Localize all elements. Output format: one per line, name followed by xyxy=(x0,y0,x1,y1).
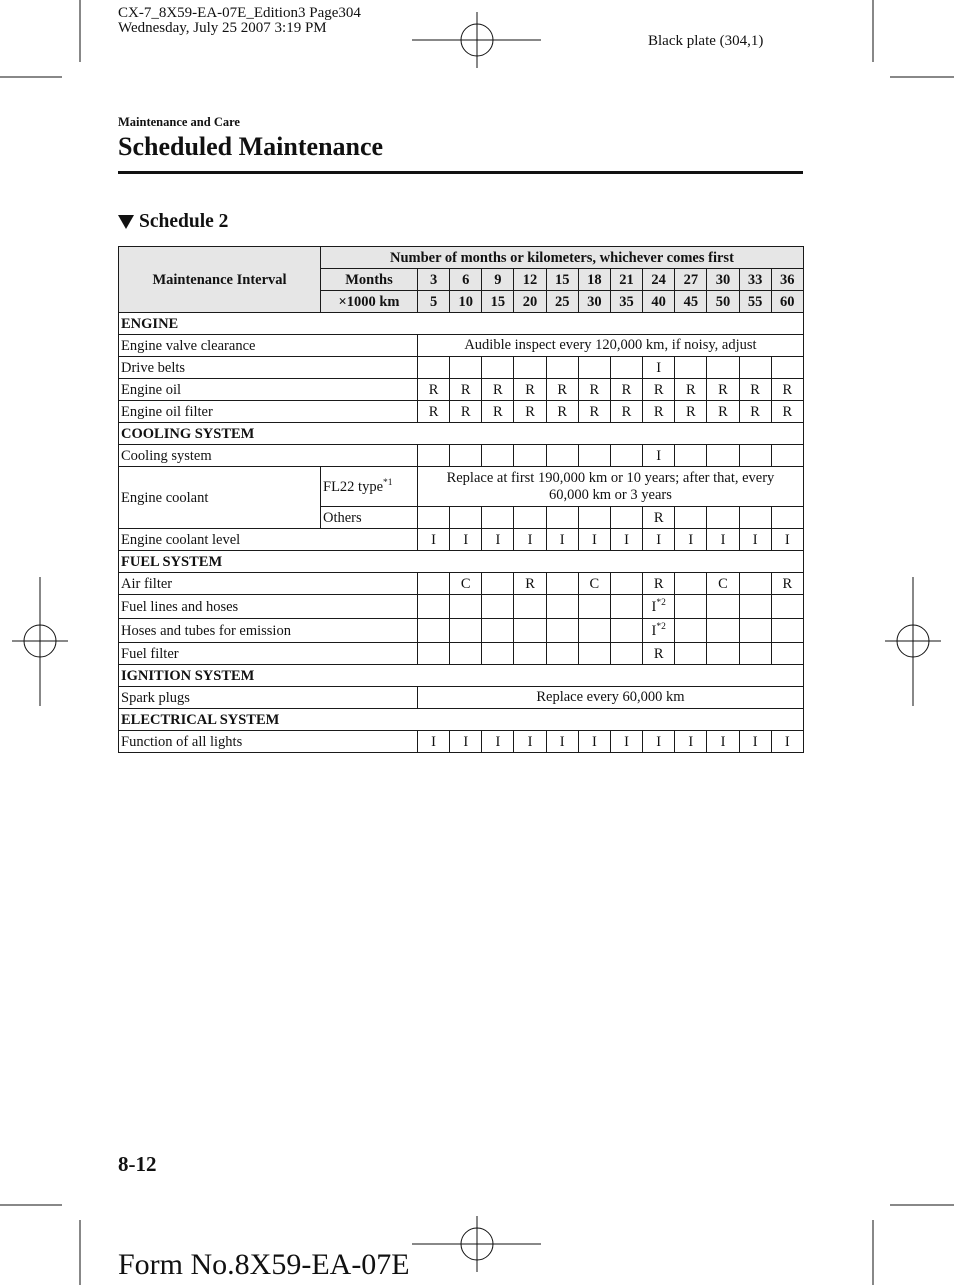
interval-mark-cell xyxy=(482,445,514,467)
interval-mark-cell xyxy=(482,595,514,619)
interval-mark-cell: I xyxy=(546,529,578,551)
section-heading: IGNITION SYSTEM xyxy=(119,665,804,687)
month-value: 36 xyxy=(771,269,803,291)
item-label: Drive belts xyxy=(119,357,418,379)
interval-mark-cell xyxy=(707,619,739,643)
table-body xyxy=(119,313,804,753)
section-row xyxy=(119,423,804,445)
interval-mark-cell: I xyxy=(739,731,771,753)
footnote-marker: *2 xyxy=(656,621,666,632)
month-value: 6 xyxy=(450,269,482,291)
interval-mark-cell: R xyxy=(482,401,514,423)
interval-mark-cell xyxy=(707,643,739,665)
crop-mark-top-right xyxy=(873,0,954,77)
interval-mark-cell: R xyxy=(675,401,707,423)
interval-mark-cell: I xyxy=(450,731,482,753)
distance-value: 5 xyxy=(418,291,450,313)
maintenance-item-row xyxy=(119,529,804,551)
interval-mark-cell: R xyxy=(578,379,610,401)
interval-mark-cell xyxy=(578,595,610,619)
interval-mark-cell: R xyxy=(707,379,739,401)
interval-mark-cell: I xyxy=(771,529,803,551)
interval-mark-cell xyxy=(610,445,642,467)
interval-mark-cell xyxy=(771,595,803,619)
interval-mark-cell xyxy=(546,573,578,595)
table-header-row xyxy=(119,247,804,269)
interval-mark-cell: R xyxy=(482,379,514,401)
month-value: 9 xyxy=(482,269,514,291)
maintenance-item-row xyxy=(119,573,804,595)
item-sublabel xyxy=(321,467,418,507)
distance-value: 40 xyxy=(643,291,675,313)
maintenance-item-row xyxy=(119,595,804,619)
interval-mark-cell xyxy=(450,619,482,643)
interval-mark-cell: R xyxy=(546,379,578,401)
interval-mark-cell xyxy=(739,357,771,379)
month-value: 3 xyxy=(418,269,450,291)
interval-mark-cell xyxy=(482,357,514,379)
schedule-heading xyxy=(118,212,228,232)
crop-mark-bottom-right xyxy=(873,1205,954,1285)
interval-mark-cell: R xyxy=(418,379,450,401)
interval-mark-cell: I xyxy=(675,731,707,753)
distance-value: 35 xyxy=(610,291,642,313)
registration-circle xyxy=(461,1228,493,1260)
distance-value: 20 xyxy=(514,291,546,313)
item-label: Engine oil filter xyxy=(119,401,418,423)
interval-mark-cell: R xyxy=(643,507,675,529)
interval-mark-cell: I xyxy=(514,731,546,753)
interval-mark-cell xyxy=(643,595,675,619)
interval-mark-cell: R xyxy=(514,401,546,423)
item-sublabel xyxy=(321,507,418,529)
interval-mark-cell: I xyxy=(739,529,771,551)
interval-mark-cell xyxy=(771,507,803,529)
footnote-marker: *2 xyxy=(656,597,666,608)
registration-mark-top xyxy=(412,12,541,68)
interval-mark-cell: I xyxy=(675,529,707,551)
section-heading: ELECTRICAL SYSTEM xyxy=(119,709,804,731)
interval-mark-cell: R xyxy=(739,401,771,423)
interval-mark-cell: R xyxy=(771,379,803,401)
print-date-line: Wednesday, July 25 2007 3:19 PM xyxy=(118,20,327,36)
interval-mark-cell xyxy=(418,445,450,467)
month-value: 33 xyxy=(739,269,771,291)
maintenance-item-row xyxy=(119,379,804,401)
interval-mark-cell xyxy=(418,595,450,619)
maintenance-item-row xyxy=(119,401,804,423)
interval-mark-cell xyxy=(546,445,578,467)
interval-mark-cell xyxy=(546,619,578,643)
interval-mark-cell: I xyxy=(546,731,578,753)
interval-mark-cell xyxy=(546,643,578,665)
maintenance-schedule-table xyxy=(118,246,804,753)
section-label: Maintenance and Care xyxy=(118,115,240,129)
interval-mark-cell xyxy=(546,595,578,619)
section-row xyxy=(119,313,804,335)
interval-mark-cell xyxy=(739,507,771,529)
interval-mark-cell xyxy=(578,445,610,467)
interval-mark-cell xyxy=(707,507,739,529)
interval-mark-cell: I xyxy=(643,731,675,753)
interval-mark-cell: R xyxy=(643,573,675,595)
maintenance-item-row xyxy=(119,731,804,753)
interval-note: Audible inspect every 120,000 km, if noisy, adjust xyxy=(418,335,804,357)
interval-note: Replace at first 190,000 km or 10 years; after that, every 60,000 km or 3 years xyxy=(418,467,804,507)
interval-mark-cell xyxy=(418,357,450,379)
section-row xyxy=(119,709,804,731)
interval-mark-cell: I xyxy=(707,529,739,551)
section-row xyxy=(119,551,804,573)
item-sublabel-text: Others xyxy=(323,509,362,526)
interval-mark-cell xyxy=(418,619,450,643)
interval-mark-cell xyxy=(514,643,546,665)
distance-value: 10 xyxy=(450,291,482,313)
month-value: 15 xyxy=(546,269,578,291)
interval-mark-cell xyxy=(707,445,739,467)
interval-mark-cell: I xyxy=(707,731,739,753)
months-label: Months xyxy=(321,269,418,291)
interval-mark-cell xyxy=(610,595,642,619)
interval-mark-cell xyxy=(643,619,675,643)
interval-mark-cell xyxy=(418,643,450,665)
interval-mark-cell: R xyxy=(643,379,675,401)
interval-mark-cell: R xyxy=(675,379,707,401)
interval-mark-cell: R xyxy=(418,401,450,423)
interval-mark-cell: I xyxy=(643,529,675,551)
crop-mark-top-left xyxy=(0,0,80,77)
interval-mark-cell: R xyxy=(643,401,675,423)
maintenance-item-row xyxy=(119,357,804,379)
crop-mark-bottom-left xyxy=(0,1205,80,1285)
interval-mark-cell xyxy=(771,619,803,643)
interval-mark-cell xyxy=(514,357,546,379)
distance-value: 60 xyxy=(771,291,803,313)
interval-mark-cell xyxy=(578,619,610,643)
table-header xyxy=(119,247,804,313)
registration-circle xyxy=(24,625,56,657)
interval-mark-cell xyxy=(739,573,771,595)
interval-mark-cell xyxy=(739,619,771,643)
interval-mark-cell xyxy=(482,573,514,595)
item-label: Engine oil xyxy=(119,379,418,401)
month-value: 30 xyxy=(707,269,739,291)
interval-mark-cell: R xyxy=(578,401,610,423)
distance-value: 25 xyxy=(546,291,578,313)
interval-mark-cell xyxy=(482,619,514,643)
interval-mark-cell xyxy=(610,573,642,595)
item-label: Engine coolant xyxy=(119,467,321,529)
interval-mark-cell: R xyxy=(514,573,546,595)
interval-mark-cell: C xyxy=(578,573,610,595)
interval-mark-cell: I xyxy=(610,529,642,551)
maintenance-item-row xyxy=(119,467,804,507)
interval-mark-cell xyxy=(707,595,739,619)
interval-mark-cell: I xyxy=(610,731,642,753)
interval-mark-cell: R xyxy=(450,379,482,401)
item-label: Air filter xyxy=(119,573,418,595)
interval-mark-cell xyxy=(675,445,707,467)
interval-mark-cell xyxy=(739,643,771,665)
distance-label: ×1000 km xyxy=(321,291,418,313)
interval-mark-cell xyxy=(610,643,642,665)
distance-value: 45 xyxy=(675,291,707,313)
interval-mark-cell: I xyxy=(482,731,514,753)
interval-mark-cell xyxy=(771,445,803,467)
interval-mark-cell: I xyxy=(578,731,610,753)
interval-mark: I xyxy=(651,622,657,639)
registration-mark-bottom xyxy=(412,1216,541,1272)
interval-mark-cell: R xyxy=(546,401,578,423)
triangle-down-icon xyxy=(118,215,134,229)
interval-mark-cell xyxy=(578,507,610,529)
interval-mark-cell xyxy=(771,643,803,665)
interval-mark-cell xyxy=(771,357,803,379)
interval-mark-cell: R xyxy=(610,401,642,423)
interval-mark-cell xyxy=(418,573,450,595)
item-label: Function of all lights xyxy=(119,731,418,753)
interval-mark-cell xyxy=(707,357,739,379)
month-value: 12 xyxy=(514,269,546,291)
maintenance-item-row xyxy=(119,335,804,357)
month-value: 27 xyxy=(675,269,707,291)
item-label: Engine coolant level xyxy=(119,529,418,551)
distance-value: 55 xyxy=(739,291,771,313)
interval-mark-cell: R xyxy=(707,401,739,423)
distance-value: 30 xyxy=(578,291,610,313)
maintenance-item-row xyxy=(119,687,804,709)
interval-mark-cell xyxy=(675,595,707,619)
interval-mark-cell: R xyxy=(739,379,771,401)
interval-mark-cell xyxy=(739,445,771,467)
registration-mark-right xyxy=(885,577,941,706)
item-label: Engine valve clearance xyxy=(119,335,418,357)
maintenance-item-row xyxy=(119,445,804,467)
interval-mark-cell: I xyxy=(643,357,675,379)
interval-mark-cell xyxy=(482,507,514,529)
print-job-line: CX-7_8X59-EA-07E_Edition3 Page304 xyxy=(118,5,361,21)
section-row xyxy=(119,665,804,687)
interval-mark-cell xyxy=(514,445,546,467)
interval-mark-cell xyxy=(418,507,450,529)
interval-mark-cell xyxy=(450,445,482,467)
page-title: Scheduled Maintenance xyxy=(118,132,384,161)
plate-label: Black plate (304,1) xyxy=(648,33,764,49)
month-value: 18 xyxy=(578,269,610,291)
registration-mark-left xyxy=(12,577,68,706)
interval-mark-cell xyxy=(675,573,707,595)
interval-mark-cell: R xyxy=(771,401,803,423)
interval-note: Replace every 60,000 km xyxy=(418,687,804,709)
registration-circle xyxy=(461,24,493,56)
item-label: Fuel lines and hoses xyxy=(119,595,418,619)
interval-mark-cell: R xyxy=(450,401,482,423)
interval-mark-cell xyxy=(675,507,707,529)
interval-mark-cell xyxy=(514,595,546,619)
print-job-header xyxy=(118,6,361,36)
maintenance-interval-header: Maintenance Interval xyxy=(119,247,321,313)
month-value: 21 xyxy=(610,269,642,291)
interval-mark-cell xyxy=(610,619,642,643)
interval-mark-cell: I xyxy=(418,529,450,551)
interval-mark-cell xyxy=(546,507,578,529)
distance-value: 15 xyxy=(482,291,514,313)
interval-mark-cell: R xyxy=(771,573,803,595)
maintenance-item-row xyxy=(119,643,804,665)
footnote-marker: *1 xyxy=(383,477,393,488)
interval-mark-cell: I xyxy=(418,731,450,753)
interval-mark-cell xyxy=(450,643,482,665)
section-heading: FUEL SYSTEM xyxy=(119,551,804,573)
interval-mark: I xyxy=(651,598,657,615)
period-header: Number of months or kilometers, whichever comes first xyxy=(321,247,804,269)
item-label: Cooling system xyxy=(119,445,418,467)
interval-mark-cell xyxy=(482,643,514,665)
interval-mark-cell: I xyxy=(771,731,803,753)
interval-mark-cell: R xyxy=(643,643,675,665)
item-label: Hoses and tubes for emission xyxy=(119,619,418,643)
item-sublabel-text: FL22 type xyxy=(323,478,384,495)
interval-mark-cell xyxy=(675,357,707,379)
interval-mark-cell: I xyxy=(482,529,514,551)
interval-mark-cell: I xyxy=(643,445,675,467)
page-number: 8-12 xyxy=(118,1152,157,1176)
month-value: 24 xyxy=(643,269,675,291)
item-label: Fuel filter xyxy=(119,643,418,665)
section-heading: ENGINE xyxy=(119,313,804,335)
interval-mark-cell xyxy=(578,643,610,665)
maintenance-item-row xyxy=(119,619,804,643)
interval-mark-cell: I xyxy=(514,529,546,551)
interval-mark-cell xyxy=(450,595,482,619)
interval-mark-cell xyxy=(610,507,642,529)
interval-mark-cell xyxy=(675,643,707,665)
interval-mark-cell xyxy=(675,619,707,643)
interval-mark-cell xyxy=(514,619,546,643)
interval-mark-cell: R xyxy=(610,379,642,401)
section-heading: COOLING SYSTEM xyxy=(119,423,804,445)
triangle-shape xyxy=(118,215,134,229)
interval-mark-cell xyxy=(739,595,771,619)
item-label: Spark plugs xyxy=(119,687,418,709)
interval-mark-cell: I xyxy=(578,529,610,551)
schedule-title: Schedule 2 xyxy=(139,211,229,232)
interval-mark-cell: C xyxy=(707,573,739,595)
interval-mark-cell: I xyxy=(450,529,482,551)
interval-mark-cell: C xyxy=(450,573,482,595)
form-number: Form No.8X59-EA-07E xyxy=(118,1248,410,1281)
interval-mark-cell xyxy=(514,507,546,529)
interval-mark-cell xyxy=(546,357,578,379)
interval-mark-cell xyxy=(450,357,482,379)
distance-value: 50 xyxy=(707,291,739,313)
interval-mark-cell xyxy=(610,357,642,379)
interval-mark-cell xyxy=(450,507,482,529)
interval-mark-cell xyxy=(578,357,610,379)
title-divider xyxy=(118,171,803,174)
interval-mark-cell: R xyxy=(514,379,546,401)
registration-circle xyxy=(897,625,929,657)
